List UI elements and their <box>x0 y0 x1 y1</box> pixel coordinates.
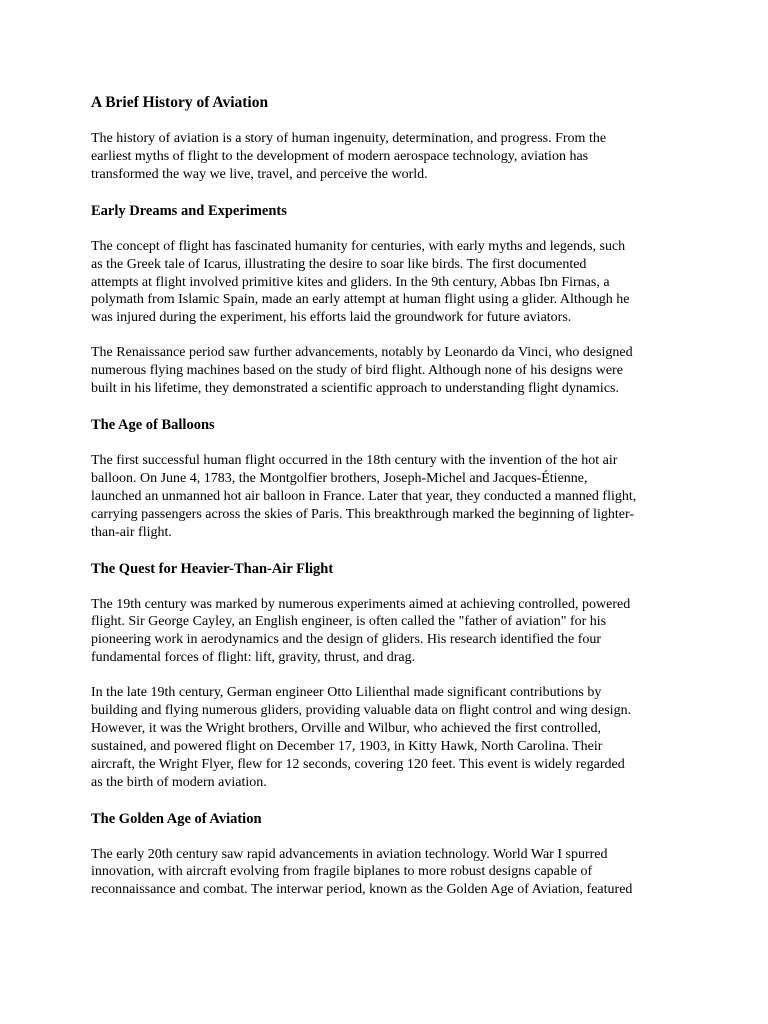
text-line: In the late 19th century, German engineer Otto Lilienthal made significant contributions by <box>91 685 602 701</box>
text-line: The first successful human flight occurred in the 18th century with the invention of the hot air <box>91 452 618 468</box>
section-heading-age-of-balloons: The Age of Balloons <box>91 416 215 433</box>
text-line: than-air flight. <box>91 524 172 540</box>
text-line: was injured during the experiment, his efforts laid the groundwork for future aviators. <box>91 310 572 326</box>
paragraph <box>91 238 691 328</box>
text-line: The 19th century was marked by numerous experiments aimed at achieving controlled, powered <box>91 596 631 612</box>
text-line: built in his lifetime, they demonstrated a scientific approach to understanding flight dynamics. <box>91 381 619 397</box>
text-line: innovation, with aircraft evolving from fragile biplanes to more robust designs capable of <box>91 864 593 880</box>
text-line: as the birth of modern aviation. <box>91 774 267 790</box>
text-line: balloon. On June 4, 1783, the Montgolfier brothers, Joseph-Michel and Jacques-Étienne, <box>91 470 588 486</box>
text-line: The early 20th century saw rapid advancements in aviation technology. World War I spurred <box>91 846 608 862</box>
document-title: A Brief History of Aviation <box>91 94 269 111</box>
text-line: The concept of flight has fascinated humanity for centuries, with early myths and legends, such <box>91 238 626 254</box>
text-line: numerous flying machines based on the study of bird flight. Although none of his designs were <box>91 363 623 379</box>
text-line: as the Greek tale of Icarus, illustrating the desire to soar like birds. The first documented <box>91 256 587 272</box>
text-line: pioneering work in aerodynamics and the design of gliders. His research identified the four <box>91 632 602 648</box>
text-line: polymath from Islamic Spain, made an early attempt at human flight using a glider. Although he <box>91 292 630 308</box>
intro-paragraph <box>91 130 691 184</box>
text-line: fundamental forces of flight: lift, gravity, thrust, and drag. <box>91 650 416 666</box>
text-line: attempts at flight involved primitive kites and gliders. In the 9th century, Abbas Ibn Firnas, a <box>91 274 610 290</box>
text-line: flight. Sir George Cayley, an English engineer, is often called the "father of aviation" for his <box>91 614 607 630</box>
section-heading-golden-age: The Golden Age of Aviation <box>91 810 262 827</box>
text-line: reconnaissance and combat. The interwar period, known as the Golden Age of Aviation, featured <box>91 882 633 898</box>
section-heading-early-dreams: Early Dreams and Experiments <box>91 202 287 219</box>
text-line: However, it was the Wright brothers, Orville and Wilbur, who achieved the first controlled, <box>91 720 602 736</box>
text-line: building and flying numerous gliders, providing valuable data on flight control and wing design. <box>91 703 632 719</box>
text-line: carrying passengers across the skies of Paris. This breakthrough marked the beginning of lighter- <box>91 506 634 522</box>
paragraph <box>91 344 691 398</box>
text-line: aircraft, the Wright Flyer, flew for 12 seconds, covering 120 feet. This event is widely regarded <box>91 756 625 772</box>
text-line: The Renaissance period saw further advancements, notably by Leonardo da Vinci, who designed <box>91 345 633 361</box>
text-line: transformed the way we live, travel, and perceive the world. <box>91 166 428 182</box>
paragraph <box>91 684 691 791</box>
paragraph <box>91 452 691 542</box>
paragraph <box>91 596 691 668</box>
text-line: The history of aviation is a story of human ingenuity, determination, and progress. From the <box>91 131 607 146</box>
text-line: earliest myths of flight to the development of modern aerospace technology, aviation has <box>91 148 589 164</box>
text-line: sustained, and powered flight on December 17, 1903, in Kitty Hawk, North Carolina. Their <box>91 738 603 754</box>
document-page <box>91 92 691 916</box>
text-line: launched an unmanned hot air balloon in France. Later that year, they conducted a manned flight, <box>91 488 637 504</box>
section-heading-heavier-than-air: The Quest for Heavier-Than-Air Flight <box>91 560 334 577</box>
paragraph <box>91 846 691 900</box>
